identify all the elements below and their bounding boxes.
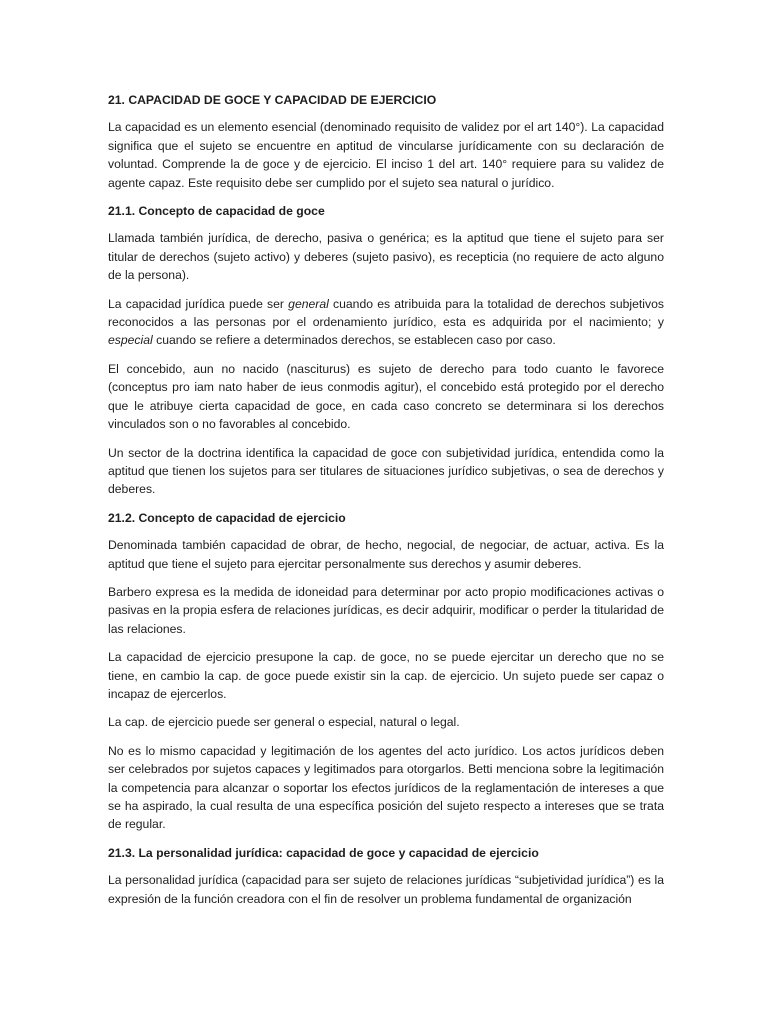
paragraph-capacidad-intro: La capacidad es un elemento esencial (denominado requisito de validez por el art 140°). La capacidad significa que el sujeto se encuentre en aptitud de vincularse jurídicamente con su declaración de voluntad. Comprende la de goce y de ejercicio. El inciso 1 del art. 140° requiere para su validez de agente capaz. Este requisito debe ser cumplido por el sujeto sea natural o jurídico.	[108, 120, 664, 190]
section-heading-21: 21. CAPACIDAD DE GOCE Y CAPACIDAD DE EJERCICIO	[108, 93, 437, 107]
section-heading-21-1: 21.1. Concepto de capacidad de goce	[108, 204, 325, 219]
text-segment: cuando se refiere a determinados derechos, se establecen caso por caso.	[152, 333, 556, 348]
paragraph-capacidad-goce-definicion: Llamada también jurídica, de derecho, pasiva o genérica; es la aptitud que tiene el sujeto para ser titular de derechos (sujeto activo) y deberes (sujeto pasivo), es recepticia (no requiere de acto alguno de la persona).	[108, 231, 664, 283]
paragraph-subjetividad: Un sector de la doctrina identifica la capacidad de goce con subjetividad jurídica, entendida como la aptitud que tienen los sujetos para ser titulares de situaciones jurídico subjetivas, o sea de derechos y deberes.	[108, 445, 664, 497]
section-heading-21-2: 21.2. Concepto de capacidad de ejercicio	[108, 510, 346, 525]
paragraph-capacidad-ejercicio-definicion: Denominada también capacidad de obrar, de hecho, negocial, de negociar, de actuar, activa. Es la aptitud que tiene el sujeto para ejercitar personalmente sus derechos y asumir deberes.	[108, 538, 664, 571]
italic-term-general: general	[288, 296, 329, 311]
paragraph-general-especial: La cap. de ejercicio puede ser general o especial, natural o legal.	[108, 715, 460, 730]
paragraph-concebido: El concebido, aun no nacido (nasciturus) es sujeto de derecho para todo cuanto le favorece (conceptus pro iam nato haber de ieus conmodis agitur), el concebido está protegido por el derecho que le atribuye cierta capacidad de goce, en cada caso concreto se determinara si los derechos vinculados son o no favorables al concebido.	[108, 361, 664, 432]
paragraph-personalidad-juridica: La personalidad jurídica (capacidad para ser sujeto de relaciones jurídicas “subjetividad jurídica”) es la expresión de la función creadora con el fin de resolver un problema fundamental de organización	[108, 873, 664, 906]
italic-term-especial: especial	[108, 333, 153, 348]
paragraph-legitimacion: No es lo mismo capacidad y legitimación de los agentes del acto jurídico. Los actos jurídicos deben ser celebrados por sujetos capaces y legitimados para otorgarlos. Betti menciona sobre la legitimación la competencia para alcanzar o soportar los efectos jurídicos de la reglamentación de intereses a que se ha aspirado, la cual resulta de una específica posición del sujeto respecto a intereses que se trata de regular.	[108, 743, 664, 832]
text-segment: La capacidad jurídica puede ser	[108, 296, 289, 311]
paragraph-capacidad-juridica-tipos	[108, 295, 664, 350]
text-segment: cuando es atribuida para la totalidad de derechos subjetivos reconocidos a las personas por el ordenamiento jurídico, esta es adquirida por el nacimiento; y	[108, 296, 664, 330]
paragraph-presupone-goce: La capacidad de ejercicio presupone la cap. de goce, no se puede ejercitar un derecho que no se tiene, en cambio la cap. de goce puede existir sin la cap. de ejercicio. Un sujeto puede ser capaz o incapaz de ejercerlos.	[108, 650, 664, 701]
document-page	[108, 91, 664, 918]
paragraph-barbero: Barbero expresa es la medida de idoneidad para determinar por acto propio modificaciones activas o pasivas en la propia esfera de relaciones jurídicas, es decir adquirir, modificar o perder la titularidad de las relaciones.	[108, 584, 664, 636]
section-heading-21-3: 21.3. La personalidad jurídica: capacidad de goce y capacidad de ejercicio	[108, 845, 539, 860]
